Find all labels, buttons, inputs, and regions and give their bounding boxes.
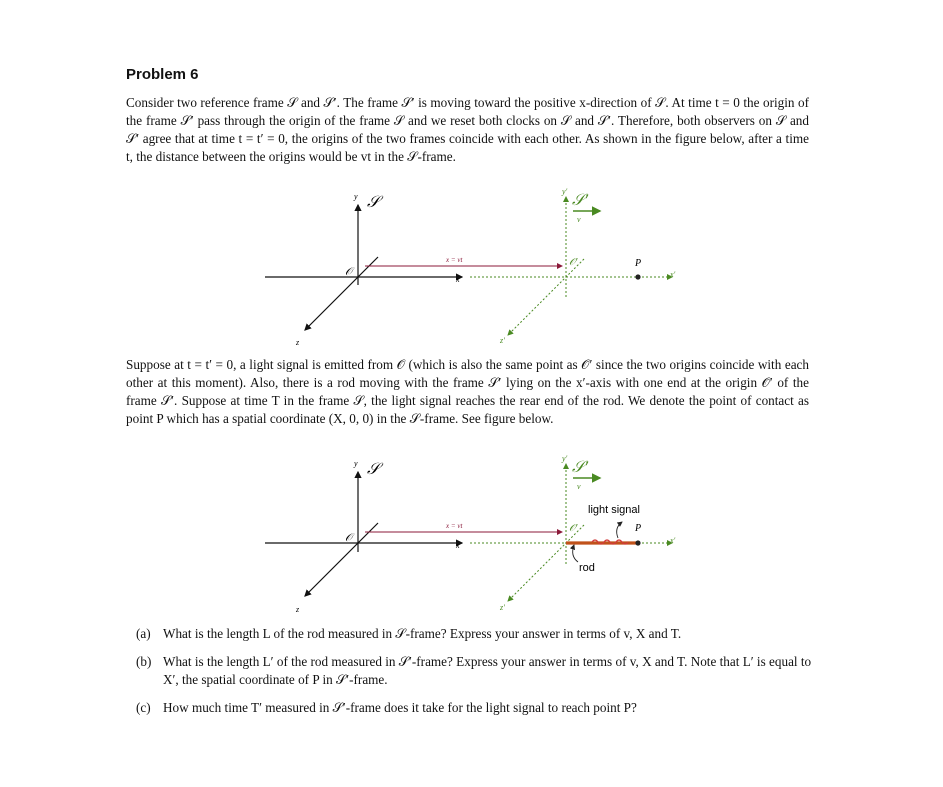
problem-heading: Problem 6 (126, 66, 199, 83)
label-O-prime: 𝒪′ (569, 523, 578, 534)
label-z-prime: z′ (500, 603, 505, 612)
question-label: (c) (136, 700, 151, 715)
light-signal-pointer (617, 522, 622, 538)
label-x: x (456, 275, 460, 284)
label-P: P (635, 523, 642, 534)
label-light-signal: light signal (588, 504, 640, 516)
sp-z-axis (508, 525, 584, 601)
label-y: y (354, 192, 358, 201)
figure-frames-diagram (0, 185, 943, 355)
point-P (635, 274, 640, 279)
label-S-prime: 𝒮′ (572, 459, 588, 476)
label-S: 𝒮 (367, 194, 380, 211)
question-a (136, 625, 816, 643)
label-x-prime: x′ (670, 270, 676, 279)
label-x-prime: x′ (670, 536, 676, 545)
sp-z-axis (508, 259, 584, 335)
question-b (136, 653, 816, 689)
label-O-prime: 𝒪′ (569, 257, 578, 268)
rod-pointer (573, 545, 578, 562)
s-z-axis (305, 257, 378, 330)
label-O: 𝒪 (345, 266, 352, 278)
intro-paragraph: Consider two reference frame 𝒮 and 𝒮′. The frame 𝒮′ is moving toward the positive x-direction of 𝒮. At time t = 0 the origin of the frame 𝒮′ pass through the origin of the frame 𝒮 and we reset both clocks on 𝒮 and 𝒮′. Therefore, both observers on 𝒮 and 𝒮′ agree that at time t = t′ = 0, the origins of the two frames coincide with each other. As shown in the figure below, after a time t, the distance between the origins would be vt in the 𝒮-frame. (126, 95, 809, 164)
light-signal-paragraph: Suppose at t = t′ = 0, a light signal is emitted from 𝒪 (which is also the same point as 𝒪′ since the two origins coincide with each other at this moment). Also, there is a rod moving with the frame 𝒮′ lying on the x′-axis with one end at the origin 𝒪′ of the frame 𝒮′. Suppose at time T in the frame 𝒮, the light signal reaches the rear end of the rod. We denote the point of contact as point P which has a spatial coordinate (X, 0, 0) in the 𝒮-frame. See figure below. (126, 357, 809, 426)
label-v: v (577, 482, 581, 491)
label-distance: x = vt (446, 522, 463, 530)
question-label: (a) (136, 626, 151, 641)
label-O: 𝒪 (345, 532, 352, 544)
label-y-prime: y′ (562, 187, 568, 196)
label-P: P (635, 258, 642, 269)
question-text: What is the length L of the rod measured in 𝒮-frame? Express your answer in terms of v, X and T. (163, 626, 682, 641)
point-P (635, 540, 640, 545)
label-distance: x = vt (446, 256, 463, 264)
question-list (136, 625, 816, 727)
label-S: 𝒮 (367, 461, 380, 478)
label-y: y (354, 459, 358, 468)
figure-frames-svg (0, 185, 943, 355)
question-text: How much time T′ measured in 𝒮′-frame does it take for the light signal to reach point P? (163, 700, 637, 715)
label-z: z (296, 338, 300, 347)
question-text: What is the length L′ of the rod measured in 𝒮′-frame? Express your answer in terms of v, X and T. Note that L′ is equal to X′, the spatial coordinate of P in 𝒮′-frame. (163, 654, 812, 687)
label-v: v (577, 215, 581, 224)
label-rod: rod (579, 562, 595, 574)
question-c (136, 699, 816, 717)
label-x: x (456, 541, 460, 550)
question-label: (b) (136, 654, 152, 669)
figure-rod-diagram (0, 452, 943, 622)
label-S-prime: 𝒮′ (572, 192, 588, 209)
label-y-prime: y′ (562, 454, 568, 463)
s-z-axis (305, 523, 378, 596)
figure-rod-svg (0, 452, 943, 622)
label-z: z (296, 605, 300, 614)
label-z-prime: z′ (500, 336, 505, 345)
